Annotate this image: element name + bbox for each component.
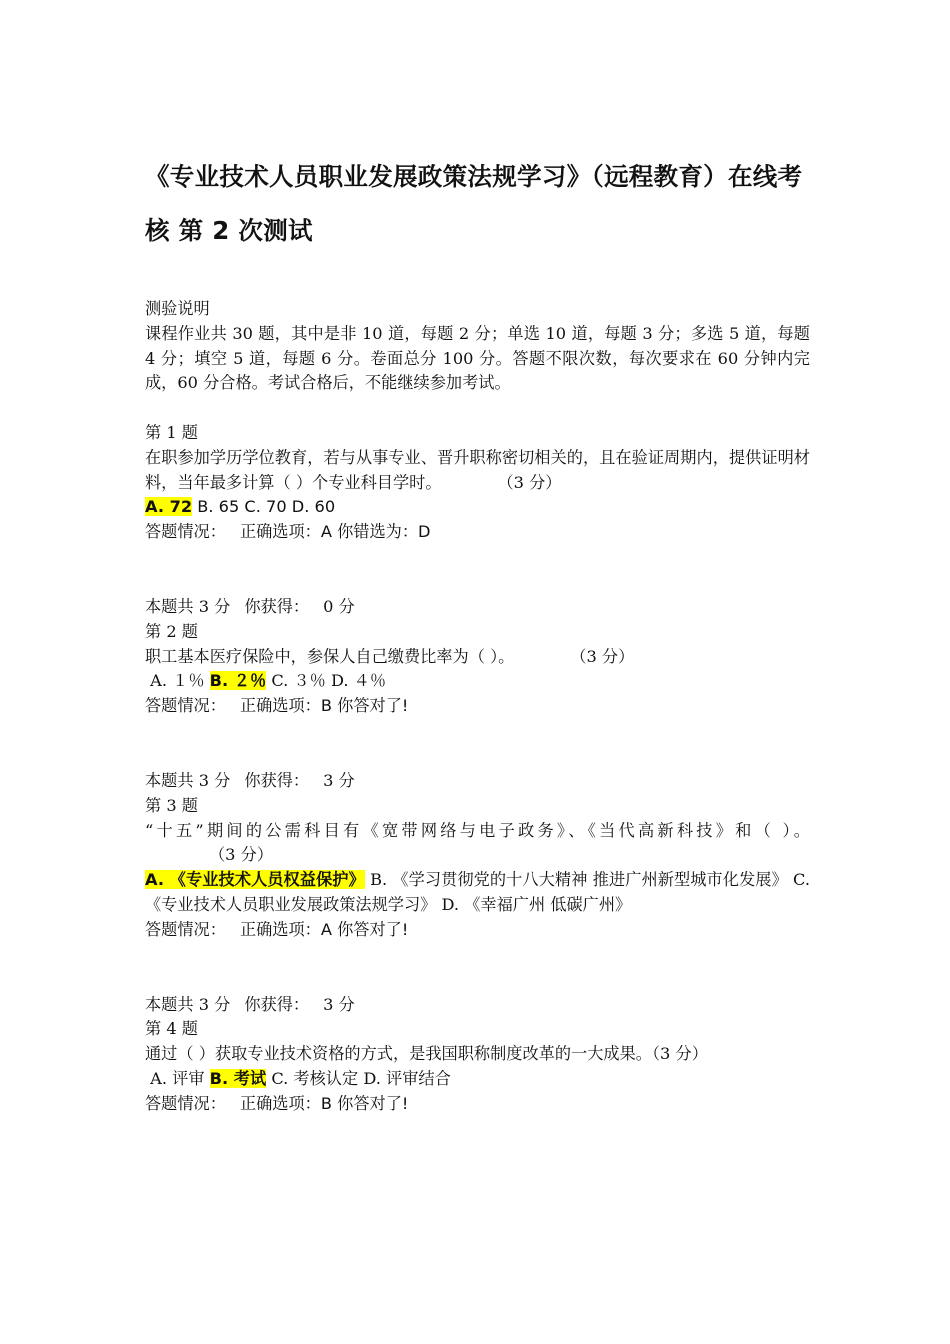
question-points: （3 分） [651, 1044, 708, 1064]
document-body [145, 297, 810, 1117]
answer-result: 答题情况： 正确选项：B 你答对了! [145, 696, 409, 716]
intro-heading: 测验说明 [145, 299, 210, 318]
answer-result: 答题情况： 正确选项：B 你答对了! [145, 1093, 409, 1113]
question-points: （3 分） [578, 646, 635, 666]
answer-result: 答题情况： 正确选项：A 你答对了! [145, 919, 409, 939]
question-text: “十五”期间的公需科目有《宽带网络与电子政务》、《当代高新科技》和（ ）。（3 分） [145, 820, 810, 865]
question-number: 第 4 题 [145, 1019, 198, 1039]
question-options: A. １％ B. ２％ C. ３％ D. ４％ [150, 671, 387, 691]
question-options: A. 《专业技术人员权益保护》 B. 《学习贯彻党的十八大精神 推进广州新型城市化发展》 C. 《专业技术人员职业发展政策法规学习》 D. 《幸福广州 低碳广州》 [145, 870, 810, 914]
document-title: 《专业技术人员职业发展政策法规学习》（远程教育）在线考核 第 2 次测试 [145, 162, 803, 245]
correct-option: A. 72 [145, 497, 193, 517]
question-text: 通过（ ）获取专业技术资格的方式，是我国职称制度改革的一大成果。（3 分） [145, 1044, 708, 1064]
question-2 [145, 620, 810, 719]
question-3-summary [145, 993, 810, 1018]
question-1 [145, 421, 810, 545]
question-points: （3 分） [209, 845, 274, 865]
score-summary: 本题共 3 分 你获得： 3 分 [145, 770, 355, 790]
question-options: A. 72 B. 65 C. 70 D. 60 [145, 497, 336, 517]
question-1-summary [145, 595, 810, 620]
question-3 [145, 794, 810, 943]
question-number: 第 1 题 [145, 422, 198, 442]
question-text: 职工基本医疗保险中，参保人自己缴费比率为（ ）。 （3 分） [145, 646, 635, 666]
correct-option: B. 考试 [209, 1068, 267, 1088]
question-text: 在职参加学历学位教育，若与从事专业、晋升职称密切相关的，且在验证周期内，提供证明材料，当年最多计算（ ）个专业科目学时。 （3 分） [145, 447, 810, 492]
answer-result: 答题情况： 正确选项：A 你错选为：D [145, 522, 431, 542]
score-summary: 本题共 3 分 你获得： 0 分 [145, 596, 355, 616]
correct-option: A. 《专业技术人员权益保护》 [145, 870, 365, 890]
correct-option: B. ２％ [209, 671, 267, 691]
question-points: （3 分） [505, 472, 562, 492]
question-options: A. 评审 B. 考试 C. 考核认定 D. 评审结合 [150, 1068, 451, 1088]
question-number: 第 2 题 [145, 621, 198, 641]
score-summary: 本题共 3 分 你获得： 3 分 [145, 994, 355, 1014]
intro-text: 课程作业共 30 题，其中是非 10 道，每题 2 分；单选 10 道，每题 3 分；多选 5 道，每题 4 分；填空 5 道，每题 6 分。卷面总分 100 分。答题不限次数，每次要求在 60 分钟内完成，60 分合格。考试合格后，不能继续参加考试。 [145, 323, 810, 393]
question-number: 第 3 题 [145, 795, 198, 815]
question-4 [145, 1017, 810, 1116]
question-2-summary [145, 769, 810, 794]
